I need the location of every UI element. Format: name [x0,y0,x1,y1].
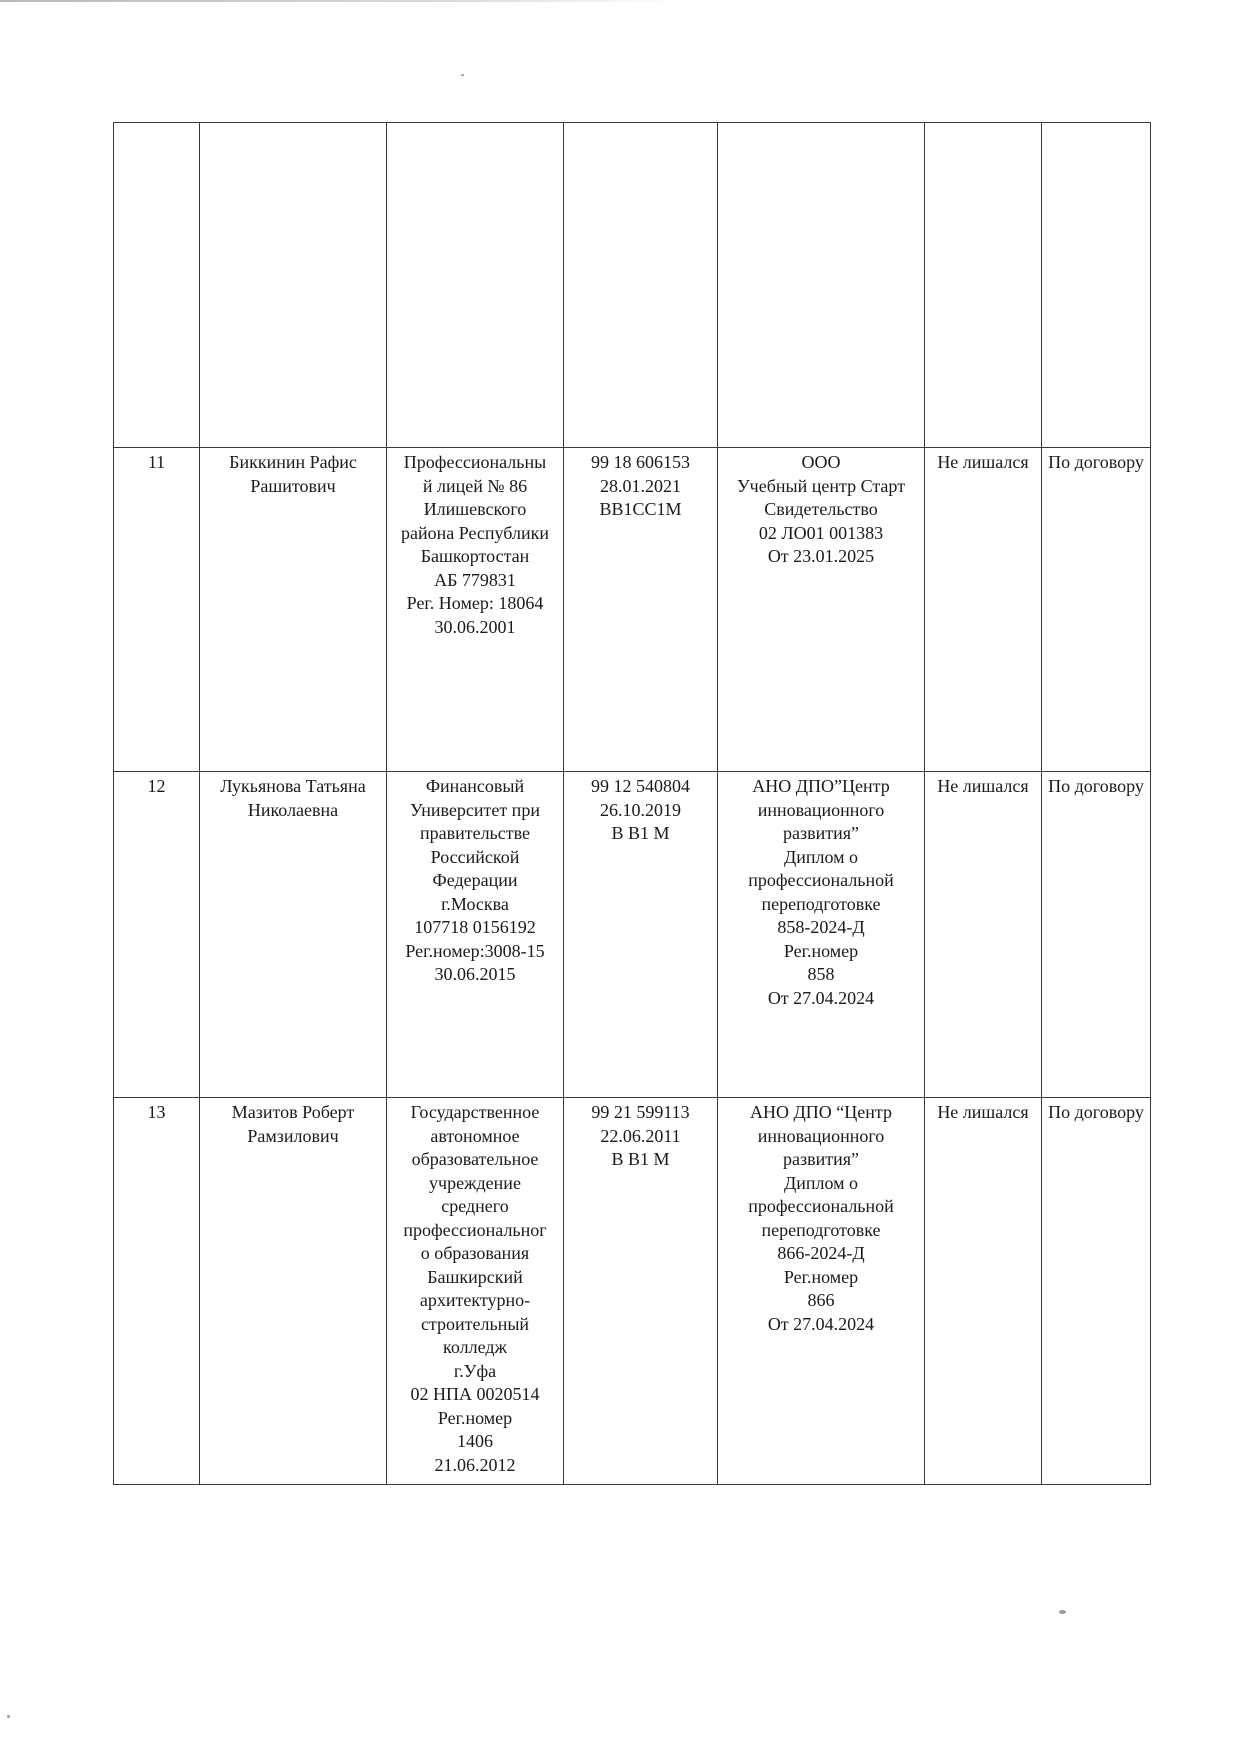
education-document: Профессиональны й лицей № 86 Илишевского района Республики Башкортостан АБ 779831 Рег. Номер: 18064 30.06.2001 [387,448,564,772]
scan-speck [7,1715,10,1718]
row-number: 13 [114,1098,200,1485]
license-deprivation: Не лишался [925,1098,1042,1485]
table-row [114,772,1151,1098]
scan-speck [1059,1610,1066,1614]
cell-empty [114,123,200,448]
employment-basis: По договору [1042,772,1151,1098]
education-document: Финансовый Университет при правительстве Российской Федерации г.Москва 107718 0156192 Рег.номер:3008-15 30.06.2015 [387,772,564,1098]
cell-empty [564,123,718,448]
scan-speck [461,74,464,76]
training-document: АНО ДПО”Центр инновационного развития” Диплом о профессиональной переподготовке 858-2024-Д Рег.номер 858 От 27.04.2024 [718,772,925,1098]
employee-name: Биккинин Рафис Рашитович [200,448,387,772]
table-row-continuation [114,123,1151,448]
row-number: 11 [114,448,200,772]
table-row [114,448,1151,772]
cell-empty [925,123,1042,448]
employee-name: Лукьянова Татьяна Николаевна [200,772,387,1098]
employment-basis: По договору [1042,448,1151,772]
records-table [113,122,1151,1485]
cell-empty [200,123,387,448]
scan-edge-artifact [0,0,680,2]
driver-license: 99 21 599113 22.06.2011 В В1 М [564,1098,718,1485]
cell-empty [1042,123,1151,448]
license-deprivation: Не лишался [925,772,1042,1098]
training-document: АНО ДПО “Центр инновационного развития” Диплом о профессиональной переподготовке 866-2024-Д Рег.номер 866 От 27.04.2024 [718,1098,925,1485]
license-deprivation: Не лишался [925,448,1042,772]
employee-name: Мазитов Роберт Рамзилович [200,1098,387,1485]
training-document: ООО Учебный центр Старт Свидетельство 02 ЛО01 001383 От 23.01.2025 [718,448,925,772]
cell-empty [718,123,925,448]
driver-license: 99 12 540804 26.10.2019 В В1 М [564,772,718,1098]
table-row [114,1098,1151,1485]
row-number: 12 [114,772,200,1098]
employment-basis: По договору [1042,1098,1151,1485]
cell-empty [387,123,564,448]
education-document: Государственное автономное образовательное учреждение среднего профессиональног о образования Башкирский архитектурно- строительный колледж г.Уфа 02 НПА 0020514 Рег.номер 1406 21.06.2012 [387,1098,564,1485]
driver-license: 99 18 606153 28.01.2021 ВВ1СС1М [564,448,718,772]
